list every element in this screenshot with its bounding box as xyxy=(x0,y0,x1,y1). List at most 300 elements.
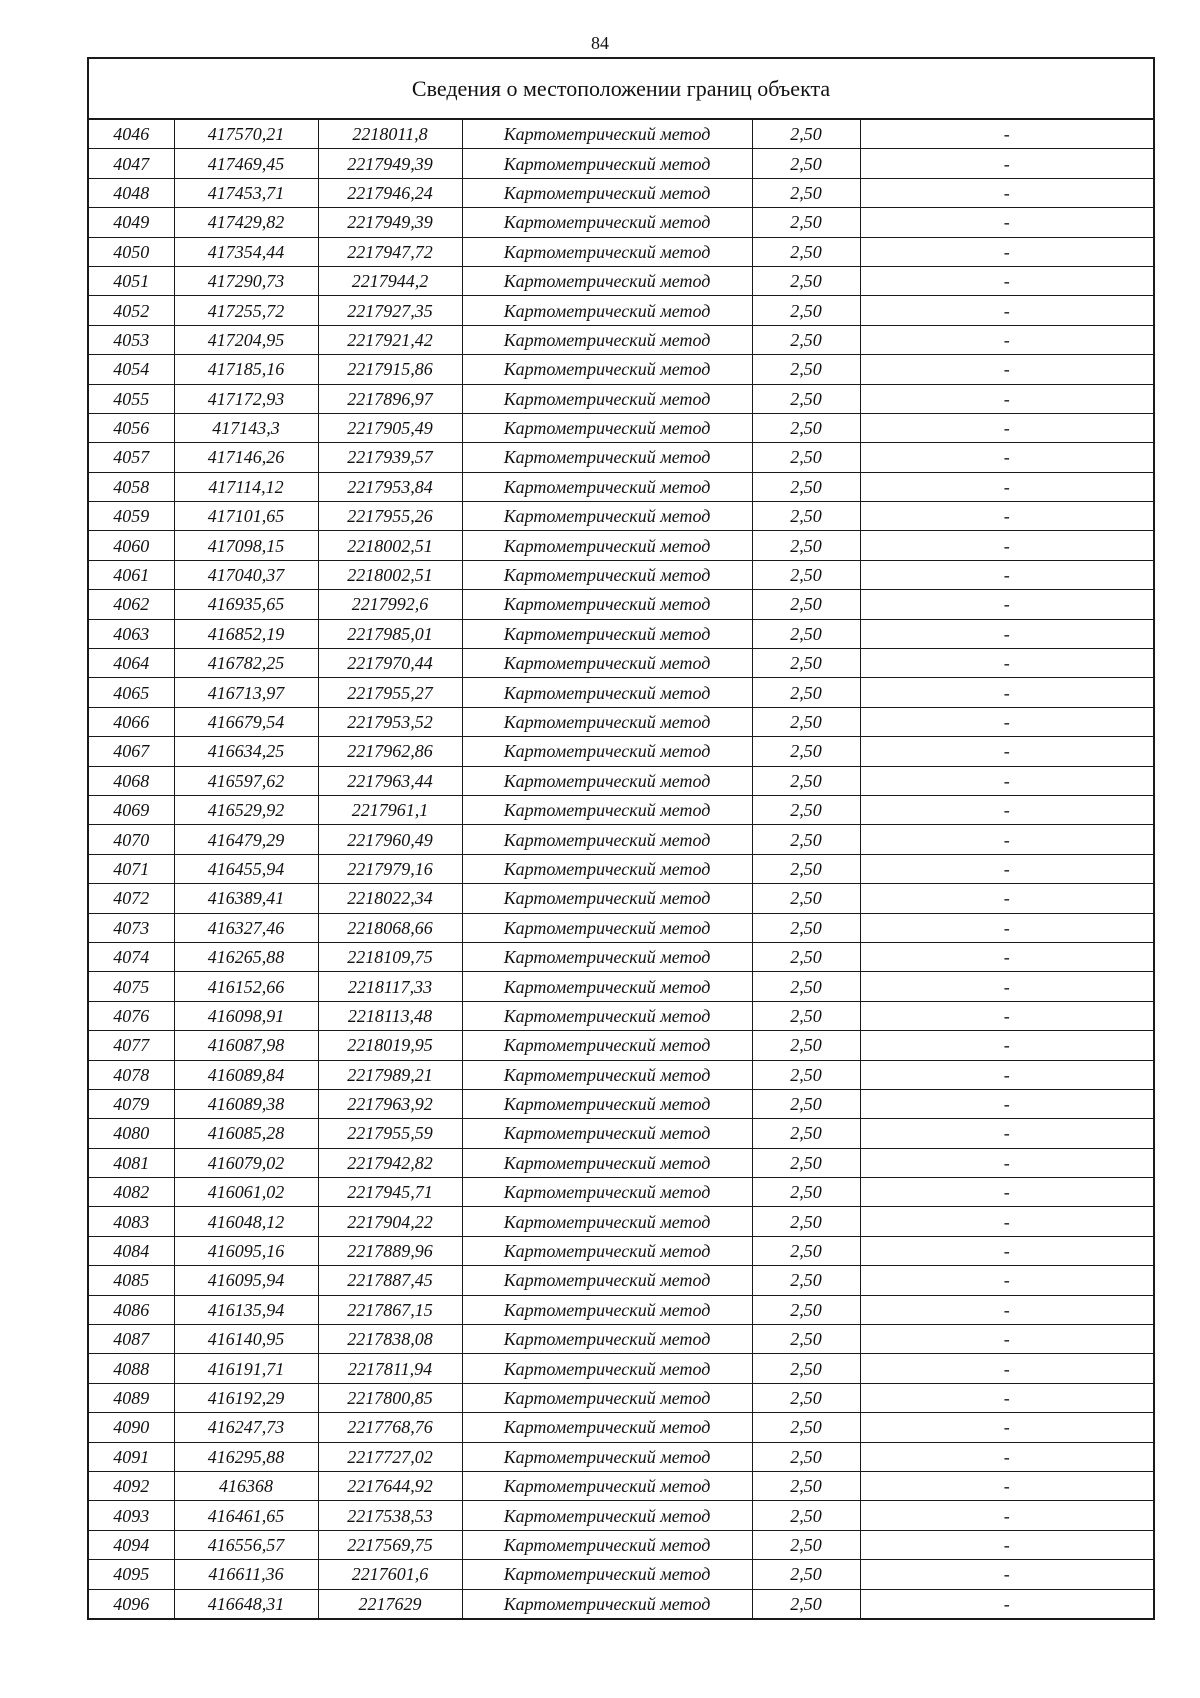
description-cell: - xyxy=(860,1119,1154,1148)
accuracy-cell: 2,50 xyxy=(752,825,860,854)
y-coordinate-cell: 2217963,92 xyxy=(318,1089,462,1118)
description-cell: - xyxy=(860,1236,1154,1265)
x-coordinate-cell: 416713,97 xyxy=(174,678,318,707)
description-cell: - xyxy=(860,590,1154,619)
y-coordinate-cell: 2217569,75 xyxy=(318,1530,462,1559)
method-cell: Картометрический метод xyxy=(462,443,752,472)
method-cell: Картометрический метод xyxy=(462,795,752,824)
x-coordinate-cell: 417255,72 xyxy=(174,296,318,325)
accuracy-cell: 2,50 xyxy=(752,502,860,531)
method-cell: Картометрический метод xyxy=(462,1001,752,1030)
y-coordinate-cell: 2217927,35 xyxy=(318,296,462,325)
point-number-cell: 4063 xyxy=(88,619,174,648)
method-cell: Картометрический метод xyxy=(462,502,752,531)
table-row xyxy=(88,1089,1154,1118)
description-cell: - xyxy=(860,913,1154,942)
table-row xyxy=(88,149,1154,178)
y-coordinate-cell: 2217955,27 xyxy=(318,678,462,707)
method-cell: Картометрический метод xyxy=(462,1530,752,1559)
point-number-cell: 4072 xyxy=(88,884,174,913)
method-cell: Картометрический метод xyxy=(462,266,752,295)
accuracy-cell: 2,50 xyxy=(752,355,860,384)
table-row xyxy=(88,472,1154,501)
description-cell: - xyxy=(860,795,1154,824)
table-row xyxy=(88,266,1154,295)
point-number-cell: 4070 xyxy=(88,825,174,854)
accuracy-cell: 2,50 xyxy=(752,1236,860,1265)
accuracy-cell: 2,50 xyxy=(752,296,860,325)
table-row xyxy=(88,560,1154,589)
table-row xyxy=(88,1060,1154,1089)
description-cell: - xyxy=(860,502,1154,531)
description-cell: - xyxy=(860,678,1154,707)
x-coordinate-cell: 416852,19 xyxy=(174,619,318,648)
point-number-cell: 4088 xyxy=(88,1354,174,1383)
description-cell: - xyxy=(860,1148,1154,1177)
x-coordinate-cell: 416634,25 xyxy=(174,737,318,766)
method-cell: Картометрический метод xyxy=(462,472,752,501)
table-row xyxy=(88,913,1154,942)
method-cell: Картометрический метод xyxy=(462,707,752,736)
x-coordinate-cell: 417354,44 xyxy=(174,237,318,266)
y-coordinate-cell: 2218011,8 xyxy=(318,119,462,149)
method-cell: Картометрический метод xyxy=(462,1089,752,1118)
table-row xyxy=(88,1589,1154,1619)
y-coordinate-cell: 2217811,94 xyxy=(318,1354,462,1383)
x-coordinate-cell: 416295,88 xyxy=(174,1442,318,1471)
method-cell: Картометрический метод xyxy=(462,208,752,237)
x-coordinate-cell: 417146,26 xyxy=(174,443,318,472)
description-cell: - xyxy=(860,443,1154,472)
x-coordinate-cell: 416098,91 xyxy=(174,1001,318,1030)
y-coordinate-cell: 2217800,85 xyxy=(318,1383,462,1412)
method-cell: Картометрический метод xyxy=(462,1060,752,1089)
point-number-cell: 4080 xyxy=(88,1119,174,1148)
description-cell: - xyxy=(860,119,1154,149)
point-number-cell: 4055 xyxy=(88,384,174,413)
method-cell: Картометрический метод xyxy=(462,1325,752,1354)
point-number-cell: 4095 xyxy=(88,1560,174,1589)
method-cell: Картометрический метод xyxy=(462,913,752,942)
x-coordinate-cell: 416087,98 xyxy=(174,1031,318,1060)
x-coordinate-cell: 416152,66 xyxy=(174,972,318,1001)
x-coordinate-cell: 416935,65 xyxy=(174,590,318,619)
method-cell: Картометрический метод xyxy=(462,1560,752,1589)
description-cell: - xyxy=(860,1530,1154,1559)
y-coordinate-cell: 2217946,24 xyxy=(318,178,462,207)
x-coordinate-cell: 417101,65 xyxy=(174,502,318,531)
method-cell: Картометрический метод xyxy=(462,1148,752,1177)
accuracy-cell: 2,50 xyxy=(752,1442,860,1471)
description-cell: - xyxy=(860,1413,1154,1442)
description-cell: - xyxy=(860,149,1154,178)
y-coordinate-cell: 2217644,92 xyxy=(318,1471,462,1500)
accuracy-cell: 2,50 xyxy=(752,560,860,589)
method-cell: Картометрический метод xyxy=(462,531,752,560)
method-cell: Картометрический метод xyxy=(462,1501,752,1530)
description-cell: - xyxy=(860,1089,1154,1118)
point-number-cell: 4051 xyxy=(88,266,174,295)
method-cell: Картометрический метод xyxy=(462,1119,752,1148)
method-cell: Картометрический метод xyxy=(462,296,752,325)
accuracy-cell: 2,50 xyxy=(752,208,860,237)
x-coordinate-cell: 416479,29 xyxy=(174,825,318,854)
accuracy-cell: 2,50 xyxy=(752,266,860,295)
table-row xyxy=(88,972,1154,1001)
description-cell: - xyxy=(860,766,1154,795)
method-cell: Картометрический метод xyxy=(462,825,752,854)
description-cell: - xyxy=(860,825,1154,854)
table-row xyxy=(88,1148,1154,1177)
point-number-cell: 4056 xyxy=(88,413,174,442)
accuracy-cell: 2,50 xyxy=(752,119,860,149)
description-cell: - xyxy=(860,1060,1154,1089)
y-coordinate-cell: 2217953,52 xyxy=(318,707,462,736)
point-number-cell: 4049 xyxy=(88,208,174,237)
x-coordinate-cell: 417172,93 xyxy=(174,384,318,413)
table-row xyxy=(88,854,1154,883)
method-cell: Картометрический метод xyxy=(462,678,752,707)
table-row xyxy=(88,1266,1154,1295)
point-number-cell: 4092 xyxy=(88,1471,174,1500)
description-cell: - xyxy=(860,1471,1154,1500)
x-coordinate-cell: 416085,28 xyxy=(174,1119,318,1148)
x-coordinate-cell: 416135,94 xyxy=(174,1295,318,1324)
point-number-cell: 4084 xyxy=(88,1236,174,1265)
point-number-cell: 4076 xyxy=(88,1001,174,1030)
y-coordinate-cell: 2217768,76 xyxy=(318,1413,462,1442)
method-cell: Картометрический метод xyxy=(462,384,752,413)
table-row xyxy=(88,678,1154,707)
point-number-cell: 4093 xyxy=(88,1501,174,1530)
method-cell: Картометрический метод xyxy=(462,1589,752,1619)
x-coordinate-cell: 417429,82 xyxy=(174,208,318,237)
point-number-cell: 4090 xyxy=(88,1413,174,1442)
x-coordinate-cell: 416089,38 xyxy=(174,1089,318,1118)
description-cell: - xyxy=(860,208,1154,237)
y-coordinate-cell: 2217904,22 xyxy=(318,1207,462,1236)
method-cell: Картометрический метод xyxy=(462,1295,752,1324)
table-row xyxy=(88,1178,1154,1207)
x-coordinate-cell: 417143,3 xyxy=(174,413,318,442)
method-cell: Картометрический метод xyxy=(462,119,752,149)
y-coordinate-cell: 2217949,39 xyxy=(318,149,462,178)
method-cell: Картометрический метод xyxy=(462,1354,752,1383)
method-cell: Картометрический метод xyxy=(462,1031,752,1060)
method-cell: Картометрический метод xyxy=(462,854,752,883)
x-coordinate-cell: 416461,65 xyxy=(174,1501,318,1530)
y-coordinate-cell: 2218117,33 xyxy=(318,972,462,1001)
table-row xyxy=(88,237,1154,266)
y-coordinate-cell: 2217992,6 xyxy=(318,590,462,619)
description-cell: - xyxy=(860,178,1154,207)
table-row xyxy=(88,1471,1154,1500)
y-coordinate-cell: 2217867,15 xyxy=(318,1295,462,1324)
table-row xyxy=(88,296,1154,325)
accuracy-cell: 2,50 xyxy=(752,913,860,942)
accuracy-cell: 2,50 xyxy=(752,1001,860,1030)
x-coordinate-cell: 417290,73 xyxy=(174,266,318,295)
table-row xyxy=(88,531,1154,560)
accuracy-cell: 2,50 xyxy=(752,472,860,501)
x-coordinate-cell: 417204,95 xyxy=(174,325,318,354)
y-coordinate-cell: 2217955,59 xyxy=(318,1119,462,1148)
y-coordinate-cell: 2218113,48 xyxy=(318,1001,462,1030)
y-coordinate-cell: 2217905,49 xyxy=(318,413,462,442)
y-coordinate-cell: 2217949,39 xyxy=(318,208,462,237)
point-number-cell: 4079 xyxy=(88,1089,174,1118)
point-number-cell: 4057 xyxy=(88,443,174,472)
description-cell: - xyxy=(860,472,1154,501)
x-coordinate-cell: 417185,16 xyxy=(174,355,318,384)
description-cell: - xyxy=(860,325,1154,354)
x-coordinate-cell: 416191,71 xyxy=(174,1354,318,1383)
description-cell: - xyxy=(860,413,1154,442)
x-coordinate-cell: 416048,12 xyxy=(174,1207,318,1236)
x-coordinate-cell: 416247,73 xyxy=(174,1413,318,1442)
description-cell: - xyxy=(860,1031,1154,1060)
table-row xyxy=(88,825,1154,854)
description-cell: - xyxy=(860,237,1154,266)
description-cell: - xyxy=(860,296,1154,325)
table-row xyxy=(88,1560,1154,1589)
point-number-cell: 4047 xyxy=(88,149,174,178)
point-number-cell: 4082 xyxy=(88,1178,174,1207)
description-cell: - xyxy=(860,1001,1154,1030)
accuracy-cell: 2,50 xyxy=(752,1119,860,1148)
table-row xyxy=(88,649,1154,678)
x-coordinate-cell: 417040,37 xyxy=(174,560,318,589)
y-coordinate-cell: 2218019,95 xyxy=(318,1031,462,1060)
accuracy-cell: 2,50 xyxy=(752,237,860,266)
accuracy-cell: 2,50 xyxy=(752,1354,860,1383)
y-coordinate-cell: 2217962,86 xyxy=(318,737,462,766)
accuracy-cell: 2,50 xyxy=(752,1207,860,1236)
point-number-cell: 4077 xyxy=(88,1031,174,1060)
accuracy-cell: 2,50 xyxy=(752,149,860,178)
description-cell: - xyxy=(860,1178,1154,1207)
description-cell: - xyxy=(860,1383,1154,1412)
y-coordinate-cell: 2218022,34 xyxy=(318,884,462,913)
method-cell: Картометрический метод xyxy=(462,237,752,266)
point-number-cell: 4071 xyxy=(88,854,174,883)
description-cell: - xyxy=(860,884,1154,913)
y-coordinate-cell: 2217970,44 xyxy=(318,649,462,678)
point-number-cell: 4067 xyxy=(88,737,174,766)
accuracy-cell: 2,50 xyxy=(752,413,860,442)
y-coordinate-cell: 2217955,26 xyxy=(318,502,462,531)
accuracy-cell: 2,50 xyxy=(752,972,860,1001)
accuracy-cell: 2,50 xyxy=(752,766,860,795)
description-cell: - xyxy=(860,1266,1154,1295)
x-coordinate-cell: 417114,12 xyxy=(174,472,318,501)
accuracy-cell: 2,50 xyxy=(752,795,860,824)
x-coordinate-cell: 416095,94 xyxy=(174,1266,318,1295)
method-cell: Картометрический метод xyxy=(462,972,752,1001)
accuracy-cell: 2,50 xyxy=(752,1325,860,1354)
table-title-row xyxy=(88,58,1154,119)
description-cell: - xyxy=(860,972,1154,1001)
accuracy-cell: 2,50 xyxy=(752,854,860,883)
table-row xyxy=(88,1295,1154,1324)
description-cell: - xyxy=(860,1501,1154,1530)
x-coordinate-cell: 416679,54 xyxy=(174,707,318,736)
point-number-cell: 4078 xyxy=(88,1060,174,1089)
description-cell: - xyxy=(860,1560,1154,1589)
y-coordinate-cell: 2217960,49 xyxy=(318,825,462,854)
accuracy-cell: 2,50 xyxy=(752,1178,860,1207)
table-row xyxy=(88,1031,1154,1060)
y-coordinate-cell: 2217601,6 xyxy=(318,1560,462,1589)
table-row xyxy=(88,707,1154,736)
x-coordinate-cell: 416192,29 xyxy=(174,1383,318,1412)
x-coordinate-cell: 416061,02 xyxy=(174,1178,318,1207)
x-coordinate-cell: 416140,95 xyxy=(174,1325,318,1354)
table-row xyxy=(88,795,1154,824)
y-coordinate-cell: 2217889,96 xyxy=(318,1236,462,1265)
method-cell: Картометрический метод xyxy=(462,355,752,384)
x-coordinate-cell: 416648,31 xyxy=(174,1589,318,1619)
accuracy-cell: 2,50 xyxy=(752,1530,860,1559)
point-number-cell: 4094 xyxy=(88,1530,174,1559)
boundary-coordinates-table xyxy=(87,57,1155,1620)
table-row xyxy=(88,502,1154,531)
point-number-cell: 4083 xyxy=(88,1207,174,1236)
table-row xyxy=(88,1001,1154,1030)
point-number-cell: 4074 xyxy=(88,942,174,971)
accuracy-cell: 2,50 xyxy=(752,1031,860,1060)
accuracy-cell: 2,50 xyxy=(752,1501,860,1530)
table-row xyxy=(88,1501,1154,1530)
accuracy-cell: 2,50 xyxy=(752,178,860,207)
method-cell: Картометрический метод xyxy=(462,1383,752,1412)
accuracy-cell: 2,50 xyxy=(752,1060,860,1089)
accuracy-cell: 2,50 xyxy=(752,443,860,472)
description-cell: - xyxy=(860,737,1154,766)
y-coordinate-cell: 2217985,01 xyxy=(318,619,462,648)
accuracy-cell: 2,50 xyxy=(752,942,860,971)
method-cell: Картометрический метод xyxy=(462,1207,752,1236)
point-number-cell: 4096 xyxy=(88,1589,174,1619)
accuracy-cell: 2,50 xyxy=(752,531,860,560)
description-cell: - xyxy=(860,355,1154,384)
point-number-cell: 4064 xyxy=(88,649,174,678)
table-row xyxy=(88,590,1154,619)
y-coordinate-cell: 2217979,16 xyxy=(318,854,462,883)
accuracy-cell: 2,50 xyxy=(752,384,860,413)
description-cell: - xyxy=(860,649,1154,678)
point-number-cell: 4060 xyxy=(88,531,174,560)
y-coordinate-cell: 2217887,45 xyxy=(318,1266,462,1295)
point-number-cell: 4069 xyxy=(88,795,174,824)
table-row xyxy=(88,178,1154,207)
table-row xyxy=(88,1383,1154,1412)
description-cell: - xyxy=(860,942,1154,971)
point-number-cell: 4065 xyxy=(88,678,174,707)
accuracy-cell: 2,50 xyxy=(752,678,860,707)
point-number-cell: 4089 xyxy=(88,1383,174,1412)
point-number-cell: 4052 xyxy=(88,296,174,325)
description-cell: - xyxy=(860,531,1154,560)
table-row xyxy=(88,413,1154,442)
table-row xyxy=(88,119,1154,149)
table-row xyxy=(88,1413,1154,1442)
table-body xyxy=(88,58,1154,1619)
description-cell: - xyxy=(860,1295,1154,1324)
point-number-cell: 4086 xyxy=(88,1295,174,1324)
table-row xyxy=(88,1325,1154,1354)
y-coordinate-cell: 2218002,51 xyxy=(318,560,462,589)
y-coordinate-cell: 2217944,2 xyxy=(318,266,462,295)
table-row xyxy=(88,1442,1154,1471)
y-coordinate-cell: 2217939,57 xyxy=(318,443,462,472)
table-title: Сведения о местоположении границ объекта xyxy=(88,58,1154,119)
description-cell: - xyxy=(860,1354,1154,1383)
y-coordinate-cell: 2217953,84 xyxy=(318,472,462,501)
table-row xyxy=(88,884,1154,913)
accuracy-cell: 2,50 xyxy=(752,1148,860,1177)
point-number-cell: 4048 xyxy=(88,178,174,207)
y-coordinate-cell: 2217947,72 xyxy=(318,237,462,266)
accuracy-cell: 2,50 xyxy=(752,1560,860,1589)
point-number-cell: 4085 xyxy=(88,1266,174,1295)
point-number-cell: 4046 xyxy=(88,119,174,149)
method-cell: Картометрический метод xyxy=(462,1413,752,1442)
method-cell: Картометрический метод xyxy=(462,1236,752,1265)
point-number-cell: 4054 xyxy=(88,355,174,384)
x-coordinate-cell: 416095,16 xyxy=(174,1236,318,1265)
table-row xyxy=(88,1119,1154,1148)
accuracy-cell: 2,50 xyxy=(752,1383,860,1412)
method-cell: Картометрический метод xyxy=(462,590,752,619)
method-cell: Картометрический метод xyxy=(462,413,752,442)
x-coordinate-cell: 416529,92 xyxy=(174,795,318,824)
point-number-cell: 4087 xyxy=(88,1325,174,1354)
method-cell: Картометрический метод xyxy=(462,560,752,589)
method-cell: Картометрический метод xyxy=(462,1266,752,1295)
method-cell: Картометрический метод xyxy=(462,942,752,971)
table-row xyxy=(88,737,1154,766)
point-number-cell: 4053 xyxy=(88,325,174,354)
x-coordinate-cell: 417098,15 xyxy=(174,531,318,560)
y-coordinate-cell: 2217629 xyxy=(318,1589,462,1619)
y-coordinate-cell: 2218109,75 xyxy=(318,942,462,971)
x-coordinate-cell: 416327,46 xyxy=(174,913,318,942)
description-cell: - xyxy=(860,1325,1154,1354)
y-coordinate-cell: 2217921,42 xyxy=(318,325,462,354)
method-cell: Картометрический метод xyxy=(462,149,752,178)
page-number: 84 xyxy=(591,33,609,53)
x-coordinate-cell: 416597,62 xyxy=(174,766,318,795)
table-row xyxy=(88,1530,1154,1559)
y-coordinate-cell: 2217915,86 xyxy=(318,355,462,384)
description-cell: - xyxy=(860,384,1154,413)
point-number-cell: 4075 xyxy=(88,972,174,1001)
point-number-cell: 4050 xyxy=(88,237,174,266)
x-coordinate-cell: 416782,25 xyxy=(174,649,318,678)
x-coordinate-cell: 416611,36 xyxy=(174,1560,318,1589)
y-coordinate-cell: 2217945,71 xyxy=(318,1178,462,1207)
x-coordinate-cell: 416089,84 xyxy=(174,1060,318,1089)
method-cell: Картометрический метод xyxy=(462,884,752,913)
accuracy-cell: 2,50 xyxy=(752,737,860,766)
table-row xyxy=(88,355,1154,384)
x-coordinate-cell: 416368 xyxy=(174,1471,318,1500)
table-row xyxy=(88,1207,1154,1236)
x-coordinate-cell: 416556,57 xyxy=(174,1530,318,1559)
accuracy-cell: 2,50 xyxy=(752,1295,860,1324)
table-row xyxy=(88,766,1154,795)
